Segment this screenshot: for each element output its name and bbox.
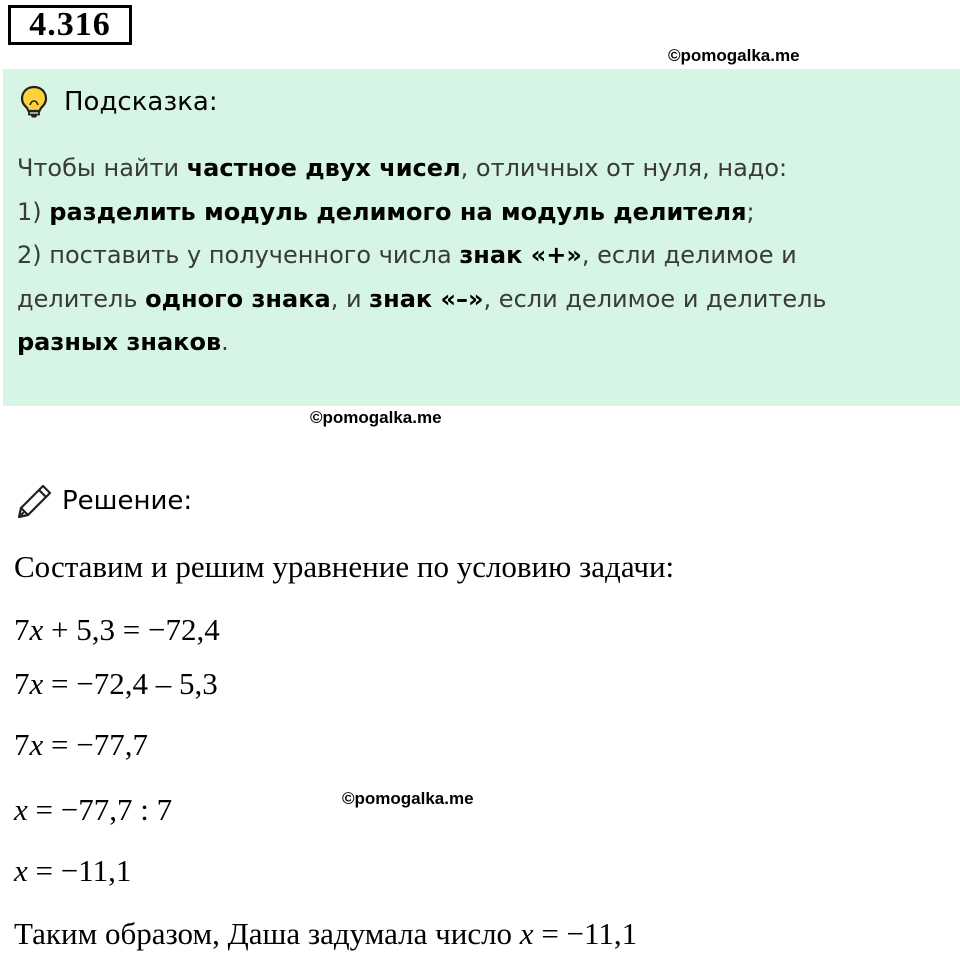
equation-part: 7 xyxy=(14,612,30,647)
hint-text-span: 2) поставить у полученного числа xyxy=(17,241,460,269)
variable: x xyxy=(29,612,44,647)
equation xyxy=(14,666,218,702)
equation-part: 7 xyxy=(14,666,30,701)
equation xyxy=(14,853,131,889)
hint-text-span: , если делимое и делитель xyxy=(483,284,827,313)
solution-conclusion xyxy=(14,916,637,952)
hint-text-span: 1) xyxy=(17,197,50,226)
hint-text-span: Чтобы найти xyxy=(17,154,187,182)
watermark: ©pomogalka.me xyxy=(342,789,474,808)
solution-title: Решение: xyxy=(62,486,193,516)
hint-line xyxy=(17,234,952,278)
hint-header xyxy=(20,85,218,119)
variable: x xyxy=(14,792,28,827)
watermark: ©pomogalka.me xyxy=(668,46,800,65)
watermark: ©pomogalka.me xyxy=(310,408,442,427)
pencil-icon xyxy=(16,482,54,520)
hint-line xyxy=(17,147,952,191)
hint-text-span: делитель xyxy=(17,284,146,313)
equation-part: = −72,4 – 5,3 xyxy=(43,666,218,701)
hint-bold-span: одного знака xyxy=(145,284,331,313)
equation xyxy=(14,727,148,763)
hint-bold-span: знак «–» xyxy=(369,284,484,313)
hint-text-span: ; xyxy=(746,197,755,226)
hint-line xyxy=(17,278,952,322)
equation-part: + 5,3 = −72,4 xyxy=(43,612,220,647)
hint-bold-span: частное двух чисел xyxy=(186,154,461,182)
hint-text-span: , отличных от нуля, надо: xyxy=(460,154,788,182)
hint-line xyxy=(17,191,952,235)
equation xyxy=(14,792,172,828)
solution-intro: Составим и решим уравнение по условию задачи: xyxy=(14,549,675,584)
equation-part: = −11,1 xyxy=(27,853,132,888)
equation xyxy=(14,612,220,648)
equation-part: 7 xyxy=(14,727,30,762)
variable: x xyxy=(14,853,28,888)
hint-bold-span: разных знаков xyxy=(17,328,222,356)
equation-part: = −77,7 xyxy=(43,727,148,762)
lightbulb-icon xyxy=(20,85,48,119)
conclusion-value: = −11,1 xyxy=(533,916,638,951)
variable: x xyxy=(29,666,44,701)
hint-bold-span: знак «+» xyxy=(459,241,582,269)
solution-header xyxy=(16,482,192,520)
task-number: 4.316 xyxy=(8,5,132,45)
hint-bold-span: разделить модуль делимого на модуль делителя xyxy=(49,197,747,226)
hint-text-span: . xyxy=(221,328,229,356)
hint-line xyxy=(17,321,952,365)
variable: x xyxy=(519,916,534,951)
hint-title: Подсказка: xyxy=(64,87,218,117)
variable: x xyxy=(29,727,44,762)
hint-text-span: , и xyxy=(330,284,370,313)
hint-text xyxy=(17,147,952,365)
hint-text-span: , если делимое и xyxy=(581,241,797,269)
conclusion-text: Таким образом, Даша задумала число xyxy=(14,916,520,951)
equation-part: = −77,7 : 7 xyxy=(27,792,173,827)
